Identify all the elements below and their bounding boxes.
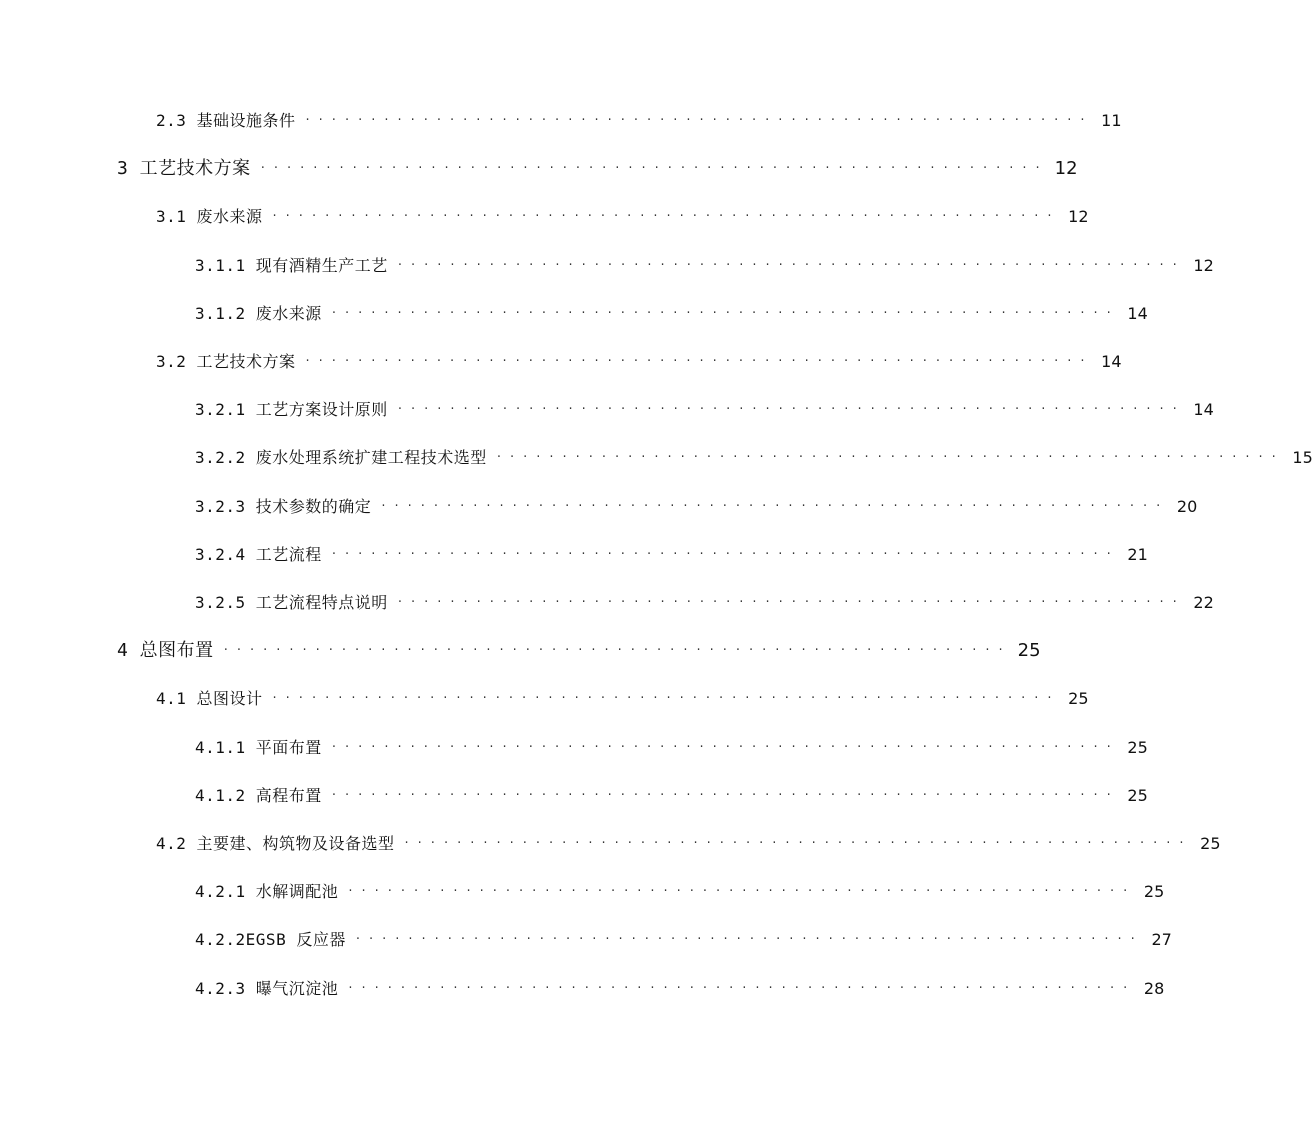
toc-entry-title: 3.1 废水来源 [156, 207, 263, 226]
toc-entry-title: 3.2.2 废水处理系统扩建工程技术选型 [195, 448, 487, 467]
toc-page-number: 25 [1017, 640, 1041, 661]
toc-entry[interactable] [195, 399, 1214, 421]
toc-page-number: 15 [1292, 448, 1313, 467]
toc-entry-title: 3.2.4 工艺流程 [195, 545, 322, 564]
toc-page-number: 25 [1200, 834, 1221, 853]
toc-dot-leader: ···························································· [272, 209, 1061, 224]
toc-entry-title: 3.2 工艺技术方案 [156, 352, 296, 371]
toc-dot-leader: ···························································· [223, 643, 1012, 658]
toc-entry[interactable] [195, 447, 1313, 469]
toc-entry-title: 3.1.2 废水来源 [195, 304, 322, 323]
toc-dot-leader: ···························································· [331, 547, 1120, 562]
toc-dot-leader: ···························································· [397, 595, 1186, 610]
toc-dot-leader: ···························································· [381, 499, 1170, 514]
toc-page-number: 14 [1101, 352, 1122, 371]
toc-dot-leader: ···························································· [272, 691, 1061, 706]
toc-entry[interactable] [195, 737, 1148, 759]
toc-entry[interactable] [195, 785, 1148, 807]
toc-entry-title: 3.2.5 工艺流程特点说明 [195, 593, 388, 612]
toc-entry-title: 3.2.3 技术参数的确定 [195, 497, 372, 516]
toc-dot-leader: ···························································· [331, 788, 1120, 803]
toc-entry-title: 4.2.2EGSB 反应器 [195, 930, 346, 949]
toc-entry-title: 4.1 总图设计 [156, 689, 263, 708]
toc-dot-leader: ···························································· [348, 884, 1137, 899]
toc-page-number: 14 [1193, 400, 1214, 419]
toc-entry[interactable] [195, 978, 1165, 1000]
toc-entry-title: 4.1.1 平面布置 [195, 738, 322, 757]
toc-page-number: 25 [1068, 689, 1089, 708]
toc-entry-title: 4 总图布置 [117, 640, 214, 661]
toc-entry-title: 3.2.1 工艺方案设计原则 [195, 400, 388, 419]
toc-entry-title: 4.2 主要建、构筑物及设备选型 [156, 834, 395, 853]
toc-dot-leader: ···························································· [260, 161, 1049, 176]
toc-dot-leader: ···························································· [305, 354, 1094, 369]
toc-page-number: 12 [1054, 158, 1078, 179]
toc-dot-leader: ···························································· [331, 306, 1120, 321]
toc-dot-leader: ···························································· [355, 932, 1144, 947]
toc-dot-leader: ···························································· [496, 450, 1285, 465]
toc-entry[interactable] [156, 833, 1221, 855]
toc-dot-leader: ···························································· [404, 836, 1193, 851]
toc-page-number: 25 [1127, 738, 1148, 757]
toc-entry-title: 3 工艺技术方案 [117, 158, 251, 179]
toc-page-number: 27 [1151, 930, 1172, 949]
toc-entry[interactable] [117, 158, 1078, 180]
toc-entry[interactable] [156, 110, 1122, 132]
toc-entry-title: 2.3 基础设施条件 [156, 111, 296, 130]
toc-page-number: 22 [1193, 593, 1214, 612]
toc-page-number: 25 [1127, 786, 1148, 805]
toc-page-number: 20 [1176, 497, 1198, 516]
toc-entry-title: 3.1.1 现有酒精生产工艺 [195, 256, 388, 275]
toc-page-number: 25 [1143, 882, 1165, 901]
toc-page-number: 11 [1101, 111, 1122, 130]
toc-entry-title: 4.2.3 曝气沉淀池 [195, 979, 339, 998]
toc-entry-title: 4.1.2 高程布置 [195, 786, 322, 805]
toc-entry[interactable] [156, 206, 1089, 228]
toc-entry[interactable] [195, 881, 1165, 903]
toc-page-number: 14 [1127, 304, 1148, 323]
toc-entry[interactable] [195, 544, 1148, 566]
toc-page-number: 12 [1193, 256, 1214, 275]
toc-page-number: 28 [1143, 979, 1165, 998]
toc-entry[interactable] [195, 255, 1214, 277]
toc-entry[interactable] [156, 688, 1089, 710]
toc-dot-leader: ···························································· [397, 258, 1186, 273]
toc-dot-leader: ···························································· [305, 113, 1094, 128]
toc-entry[interactable] [195, 496, 1198, 518]
toc-page-number: 21 [1127, 545, 1148, 564]
toc-entry[interactable] [195, 929, 1172, 951]
toc-page-number: 12 [1068, 207, 1089, 226]
toc-entry-title: 4.2.1 水解调配池 [195, 882, 339, 901]
toc-entry[interactable] [117, 640, 1041, 662]
toc-entry[interactable] [195, 592, 1214, 614]
toc-dot-leader: ···························································· [397, 402, 1186, 417]
toc-entry[interactable] [195, 303, 1148, 325]
toc-dot-leader: ···························································· [348, 981, 1137, 996]
toc-entry[interactable] [156, 351, 1122, 373]
toc-dot-leader: ···························································· [331, 740, 1120, 755]
